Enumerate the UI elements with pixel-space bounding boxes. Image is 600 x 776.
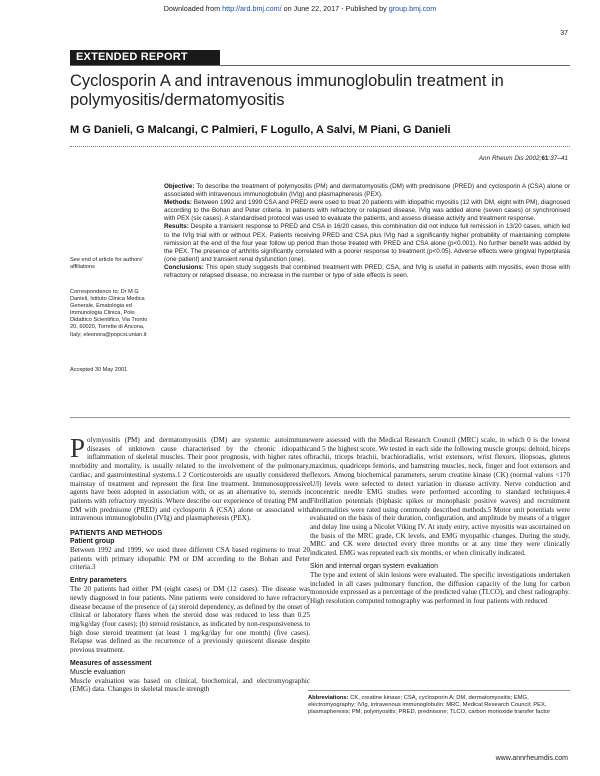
heading-patient-group: Patient group — [70, 538, 115, 546]
results-label: Results: — [164, 223, 189, 231]
see-end-note: See end of article for authors' affiliations — [70, 257, 143, 271]
journal-website[interactable]: www.annrheumdis.com — [495, 755, 568, 762]
conclusions-label: Conclusions: — [164, 263, 204, 271]
entry-parameters-text: The 20 patients had either PM (eight cases) or DM (12 cases). The disease was newly diagnosed in four patients. Nine patients were considered to have refractory disease because of the presence of (a) steroid dependency, as defined by the onset of clinical or laboratory flares when the steroid dose was reduced to less than 0.25 mg/kg/day (four cases); (b) steroid resistance, as indicated by non-responsiveness to high dose steroid treatment (at least 1 mg/kg/day for one month) (five cases). Relapse was defined as the recurrence of a previously quiescent disease despite previous treatment. — [70, 585, 310, 655]
intro-text: olymyositis (PM) and dermatomyositis (DM) are systemic autoimmune diseases of unknown cause characterised by the chronic idiopathic inflammation of skeletal muscles. Their poor prognosis, with higher rates of morbidity and mortality, is usually related to the involvement of the pulmonary, cardiac, and gastrointestinal systems.1 2 Corticosteroids are usually considered the mainstay of treatment and represent the first line treatment. Immunosuppressive agents have been adopted in association with, or as an alternative to, steroids in patients with refractory myositis. Where describe our experience of treating PM and DM with prednisone (PRED) and cyclosporin A (CSA) alone or associated with intravenous immunoglobulin (IVIg) and plasmapheresis (PEX). — [70, 436, 310, 523]
dotted-divider — [70, 146, 570, 147]
methods-text: Between 1992 and 1999 CSA and PRED were used to treat 20 patients with idiopathic myositis (12 with DM, eight with PM), diagnosed according to the Bohan and Peter criteria. In patients with refractory or relapsed disease, IVIg was added alone (seven cases) or synchronised with PEX (six cases). A standardised protocol was used to evaluate the patients, and assess disease activity and treatment response. — [164, 199, 570, 223]
banner-middle: on June 22, 2017 - Published by — [281, 4, 389, 13]
author-list: M G Danieli, G Malcangi, C Palmieri, F Logullo, A Salvi, M Piani, G Danieli — [70, 124, 451, 136]
left-column — [70, 433, 310, 694]
abstract-results — [164, 223, 570, 263]
muscle-continued-text: were assessed with the Medical Research Council (MRC) scale, in which 0 is the lowest and 5 the highest score. We tested in each side the following muscle groups: deltoid, biceps brachii, triceps brachii, brachioradialis, wrist extensors, wrist flexors, iliopsoas, gluteus maximus, quadriceps femoris, and hamstring muscles, neck, finger and foot extensors and flexors. Among biochemical parameters, serum creatine kinase (CK) (normal values <170 U/l) levels were selected to detect variation in disease activity. Nerve conduction and concentric needle EMG studies were performed according to standard techniques.4 Fibrillation potentials (biphasic spikes or monophasic positive waves) and recruitment abnormalities were rated using commonly described methods.5 Motor unit potentials were evaluated on the basis of their duration, configuration, and amplitude by means of a trigger and delay line using a Nicolet Viking IV. At study entry, active myositis was ascertained on the basis of the MRC grade, CK levels, and EMG myopathic changes. During the study, MRC and CK were detected every three months or at any time they were clinically indicated. EMG was repeated each six months, or when clinically indicated. — [310, 436, 570, 558]
methods-label: Methods: — [164, 199, 192, 207]
heading-skin-organ: Skin and internal organ system evaluation — [310, 562, 438, 570]
journal-year: 2002; — [525, 155, 542, 162]
heading-patients-methods: PATIENTS AND METHODS — [70, 528, 163, 538]
abstract-objective — [164, 183, 570, 199]
objective-label: Objective: — [164, 183, 195, 190]
source-link[interactable]: http://ard.bmj.com/ — [222, 4, 282, 13]
abstract-divider — [70, 417, 570, 418]
intro-paragraph — [70, 433, 310, 523]
conclusions-text: This open study suggests that combined treatment with PRED, CSA, and IVIg is useful in patients with myositis, even those with refractory or relapsed disease; no increase in the number or type of side effects is seen. — [164, 263, 570, 280]
accepted-date: Accepted 30 May 2001 — [70, 367, 128, 373]
right-column — [310, 436, 570, 606]
abstract-conclusions — [164, 264, 570, 280]
abstract-methods — [164, 199, 570, 223]
abbreviations-text: CK, creatine kinase; CSA, cyclosporin A; DM, dermatomyositis; EMG, electromyography; IVIg, intravenous immunoglobulin; MRC, Medical Research Council; PEX, plasmapheresis; PM, polymyositis; PRED, prednisone; TLCO, carbon monoxide transfer factor — [308, 695, 551, 715]
skin-organ-text: The type and extent of skin lesions were evaluated. The specific investigations undertaken included in all cases pulmonary function, the diffusion capacity of the lung for carbon monoxide expressed as a percentage of the predicted value (TLCO), and chest radiography. High resolution computed tomography was performed in four patients with reduced — [310, 570, 570, 605]
heading-entry-parameters: Entry parameters — [70, 577, 127, 585]
results-text: Despite a transient response to PRED and CSA in 16/20 cases, this combination did not induce full remission in 13/20 cases, which led to the IVIg trial with or without PEX. Patients receiving PRED and CSA plus IVIg had a significantly higher probability of maintaining complete remission at the end of the four year follow up period than those treated with PRED and CSA alone (p<0.001). No further benefit was added by the PEX. The presence of arthritis significantly correlated with a poorer response to treatment (p<0.05). Adverse effects were gingival hyperplasia (one patient) and transient renal dysfunction (one). — [164, 223, 570, 263]
abbreviations-box — [308, 690, 570, 716]
drop-cap: P — [70, 433, 86, 463]
objective-text: To describe the treatment of polymyositis (PM) and dermatomyositis (DM) with prednisone (PRED) and cyclosporin A (CSA) alone or associated with intravenous immunoglobulin (IVIg) and plasmapheresis (PEX). — [164, 183, 570, 199]
journal-name: Ann Rheum Dis — [478, 155, 524, 162]
page-number: 37 — [560, 30, 568, 37]
journal-pages: :37–41 — [548, 155, 568, 162]
download-banner — [0, 4, 600, 13]
correspondence-note: Correspondence to: Dr M G Danieli, Istituto Clinica Medica Generale, Ematologia ed Immunologia Clinica, Polo Didattico Scientifico, Via Tronto 20, 60020, Torrette di Ancona, Italy; eleonora@popcsi.unian.it — [70, 289, 148, 338]
heading-muscle-evaluation: Muscle evaluation — [70, 668, 126, 676]
journal-volume: 61 — [541, 155, 549, 162]
section-tag: EXTENDED REPORT — [70, 50, 220, 65]
patient-group-text: Between 1992 and 1999, we used three different CSA based regimens to treat 20 patients with primary idiopathic PM or DM according to the Bohan and Peter criteria.3 — [70, 546, 310, 572]
banner-prefix: Downloaded from — [163, 4, 223, 13]
journal-reference — [479, 155, 568, 162]
abbreviations-label: Abbreviations: — [308, 695, 349, 701]
heading-measures: Measures of assessment — [70, 659, 152, 667]
article-title: Cyclosporin A and intravenous immunoglobulin treatment in polymyositis/dermatomyositis — [70, 72, 504, 109]
muscle-evaluation-text: Muscle evaluation was based on clinical, biochemical, and electromyographic (EMG) data. Changes in skeletal muscle strength — [70, 676, 310, 694]
publisher-link[interactable]: group.bmj.com — [388, 4, 437, 13]
abstract — [164, 183, 570, 280]
section-divider — [70, 65, 570, 66]
